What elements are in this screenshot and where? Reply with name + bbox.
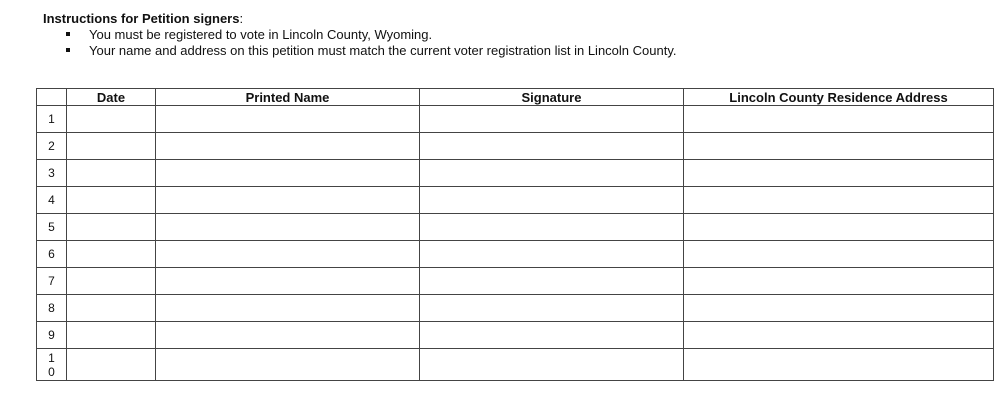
- row-number: 4: [37, 187, 67, 214]
- row-number: 2: [37, 133, 67, 160]
- printed-name-cell[interactable]: [156, 349, 420, 381]
- row-number: 5: [37, 214, 67, 241]
- date-cell[interactable]: [67, 160, 156, 187]
- signature-cell[interactable]: [420, 241, 684, 268]
- address-cell[interactable]: [684, 187, 994, 214]
- table-row: [37, 106, 994, 133]
- date-cell[interactable]: [67, 268, 156, 295]
- address-cell[interactable]: [684, 349, 994, 381]
- row-number: 8: [37, 295, 67, 322]
- signature-cell[interactable]: [420, 268, 684, 295]
- table-row: [37, 268, 994, 295]
- signature-cell[interactable]: [420, 160, 684, 187]
- printed-name-cell[interactable]: [156, 322, 420, 349]
- column-header-signature: Signature: [420, 89, 684, 106]
- address-cell[interactable]: [684, 241, 994, 268]
- address-cell[interactable]: [684, 106, 994, 133]
- date-cell[interactable]: [67, 241, 156, 268]
- column-header-date: Date: [67, 89, 156, 106]
- instruction-item: [66, 27, 676, 43]
- date-cell[interactable]: [67, 349, 156, 381]
- signature-cell[interactable]: [420, 295, 684, 322]
- row-number: 3: [37, 160, 67, 187]
- column-header-number: [37, 89, 67, 106]
- signature-cell[interactable]: [420, 322, 684, 349]
- signature-cell[interactable]: [420, 133, 684, 160]
- printed-name-cell[interactable]: [156, 160, 420, 187]
- address-cell[interactable]: [684, 322, 994, 349]
- instruction-item: [66, 43, 676, 59]
- instructions-heading-text: Instructions for Petition signers: [43, 11, 240, 26]
- petition-signature-table: [36, 88, 994, 381]
- address-cell[interactable]: [684, 295, 994, 322]
- row-number: 7: [37, 268, 67, 295]
- table-row: [37, 187, 994, 214]
- printed-name-cell[interactable]: [156, 295, 420, 322]
- square-bullet-icon: [66, 48, 70, 52]
- date-cell[interactable]: [67, 322, 156, 349]
- row-number: 10: [37, 349, 67, 381]
- table-row: [37, 241, 994, 268]
- date-cell[interactable]: [67, 295, 156, 322]
- printed-name-cell[interactable]: [156, 187, 420, 214]
- date-cell[interactable]: [67, 133, 156, 160]
- instruction-text: Your name and address on this petition must match the current voter registration list in Lincoln County.: [89, 43, 677, 58]
- printed-name-cell[interactable]: [156, 133, 420, 160]
- table-row: [37, 214, 994, 241]
- instructions-heading: [43, 11, 243, 27]
- column-header-printed-name: Printed Name: [156, 89, 420, 106]
- date-cell[interactable]: [67, 214, 156, 241]
- table-row: [37, 322, 994, 349]
- date-cell[interactable]: [67, 187, 156, 214]
- printed-name-cell[interactable]: [156, 106, 420, 133]
- signature-cell[interactable]: [420, 106, 684, 133]
- row-number: 9: [37, 322, 67, 349]
- table-row: [37, 295, 994, 322]
- column-header-address: Lincoln County Residence Address: [684, 89, 994, 106]
- date-cell[interactable]: [67, 106, 156, 133]
- square-bullet-icon: [66, 32, 70, 36]
- instruction-text: You must be registered to vote in Lincoln County, Wyoming.: [89, 27, 433, 42]
- row-number: 1: [37, 106, 67, 133]
- printed-name-cell[interactable]: [156, 241, 420, 268]
- printed-name-cell[interactable]: [156, 268, 420, 295]
- row-number: 6: [37, 241, 67, 268]
- table-row: [37, 160, 994, 187]
- address-cell[interactable]: [684, 160, 994, 187]
- instructions-heading-colon: :: [239, 11, 244, 26]
- address-cell[interactable]: [684, 214, 994, 241]
- signature-cell[interactable]: [420, 349, 684, 381]
- table-row: [37, 349, 994, 381]
- signature-cell[interactable]: [420, 214, 684, 241]
- table-header-row: [37, 89, 994, 106]
- instruction-list: [66, 27, 676, 59]
- address-cell[interactable]: [684, 133, 994, 160]
- signature-cell[interactable]: [420, 187, 684, 214]
- address-cell[interactable]: [684, 268, 994, 295]
- printed-name-cell[interactable]: [156, 214, 420, 241]
- table-row: [37, 133, 994, 160]
